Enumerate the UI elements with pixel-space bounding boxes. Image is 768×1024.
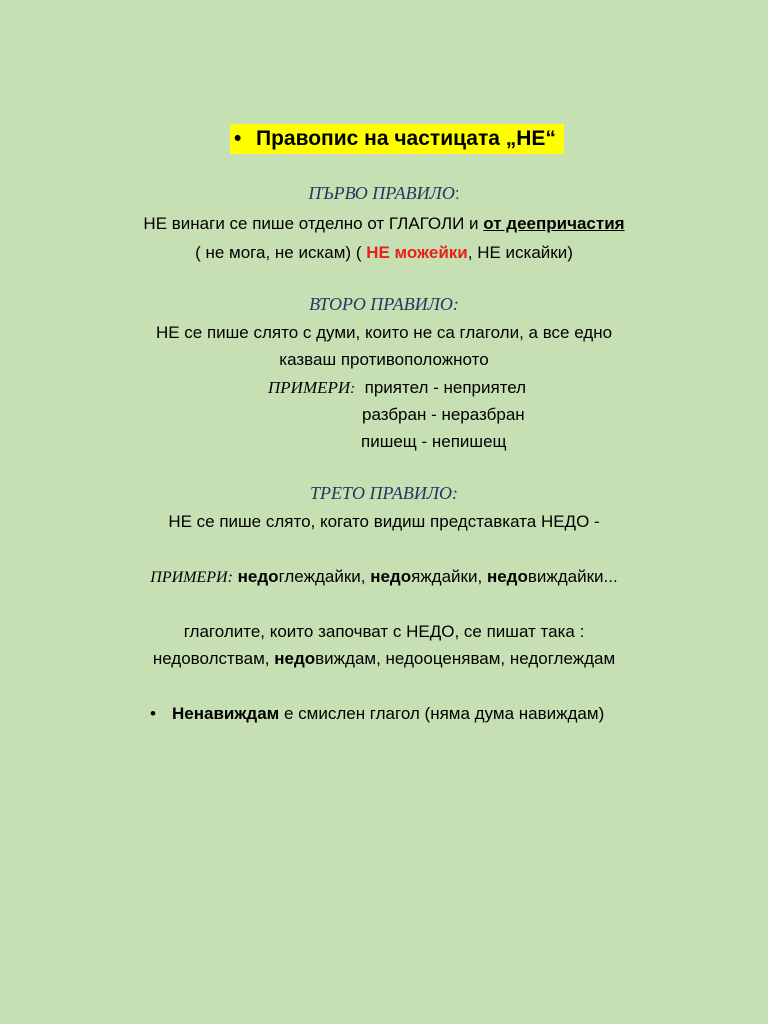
rule3-verbs-line2 — [0, 648, 768, 670]
rule1-line1 — [0, 213, 768, 235]
note-text: е смислен глагол (няма дума навиждам) — [279, 704, 605, 723]
rule3-verbs-c: виждам, недооценявам, недоглеждам — [315, 649, 616, 668]
rule2-text: НЕ се пише слято с думи, които не са глаголи, а все едно — [155, 323, 613, 342]
rule2-heading: ВТОРО ПРАВИЛО: — [309, 294, 459, 314]
document-title — [230, 124, 564, 154]
rule3-examples-label: ПРИМЕРИ: — [150, 569, 233, 586]
rule3-verbs-line1 — [0, 621, 768, 643]
rule3-text: НЕ се пише слято, когато видиш представката НЕДО - — [168, 512, 600, 531]
rule3-line1 — [0, 511, 768, 533]
rule1-heading-line — [0, 182, 768, 205]
rule1-example-red: НЕ можейки — [366, 243, 468, 262]
nedo-prefix: недо — [274, 649, 316, 668]
rule3-example-2: яждайки, — [411, 567, 487, 586]
rule3-example-1: глеждайки, — [278, 567, 371, 586]
rule2-example-3-line — [361, 431, 507, 453]
rule2-examples-colon: : — [350, 381, 356, 397]
rule2-line2 — [0, 349, 768, 371]
title-text: Правопис на частицата „НЕ“ — [256, 127, 556, 150]
note-bold-word: Ненавиждам — [172, 704, 280, 723]
rule3-examples-line — [0, 566, 768, 589]
nedo-prefix: недо — [237, 567, 279, 586]
rule2-example-1: приятел - неприятел — [364, 378, 527, 397]
rule2-text-cont: казваш противоположното — [279, 350, 489, 369]
rule3-heading: ТРЕТО ПРАВИЛО: — [309, 483, 459, 503]
rule1-line2 — [0, 242, 768, 264]
nedo-prefix: недо — [486, 567, 528, 586]
rule3-example-3: виждайки... — [527, 567, 618, 586]
rule3-verbs-text: глаголите, които започват с НЕДО, се пишат така : — [183, 622, 585, 641]
rule1-example-c: , НЕ искайки) — [467, 243, 573, 262]
rule2-examples-line — [268, 377, 526, 400]
note-line — [150, 703, 604, 725]
rule2-example-3: пишещ - непишещ — [361, 432, 507, 451]
rule2-line1 — [0, 322, 768, 344]
rule2-example-2-line — [362, 404, 525, 426]
rule2-example-2: разбран - неразбран — [362, 405, 525, 424]
rule1-text: НЕ винаги се пише отделно от ГЛАГОЛИ и — [143, 214, 484, 233]
rule3-verbs-a: недоволствам, — [152, 649, 275, 668]
rule1-example-a: ( не мога, не искам) ( — [195, 243, 367, 262]
nedo-prefix: недо — [370, 567, 412, 586]
rule2-examples-label: ПРИМЕРИ — [268, 378, 351, 397]
rule1-emphasis: от деепричастия — [483, 214, 625, 233]
rule1-heading: ПЪРВО ПРАВИЛО — [308, 183, 455, 203]
rule3-heading-line — [0, 482, 768, 505]
bullet-icon: • — [234, 127, 242, 150]
rule2-heading-line — [0, 293, 768, 316]
bullet-icon: • — [150, 704, 156, 723]
rule1-colon: : — [454, 184, 460, 203]
